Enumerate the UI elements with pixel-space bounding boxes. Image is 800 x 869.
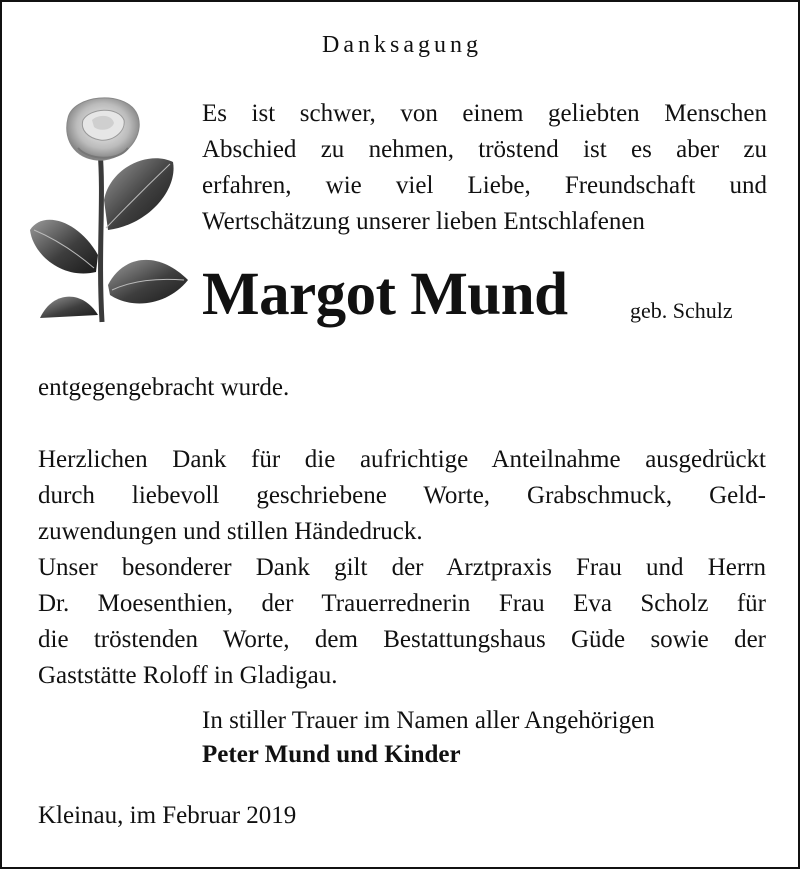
body-text (38, 370, 766, 694)
intro-text (202, 96, 767, 240)
heading: Danksagung (322, 32, 482, 58)
intro-line: Wertschätzung unserer lieben Entschlafenen (202, 208, 645, 235)
body-line: Dr. Moesenthien, der Trauerrednerin Frau Eva Scholz für (38, 590, 766, 617)
birth-name: geb. Schulz (630, 298, 733, 323)
body-line: Gaststätte Roloff in Gladigau. (38, 662, 338, 689)
body-line: die tröstenden Worte, dem Bestattungshaus Güde sowie der (38, 626, 766, 653)
deceased-name: Margot Mund (202, 261, 568, 328)
body-line: Unser besonderer Dank gilt der Arztpraxis Frau und Herrn (38, 554, 766, 581)
mourning-line: In stiller Trauer im Namen aller Angehörigen (202, 707, 655, 734)
intro-line: Abschied zu nehmen, tröstend ist es aber zu (202, 136, 767, 163)
body-line: durch liebevoll geschriebene Worte, Grabschmuck, Geld- (38, 482, 766, 509)
body-line: Herzlichen Dank für die aufrichtige Anteilnahme ausgedrückt (38, 446, 766, 473)
signature-block (202, 704, 767, 772)
body-line: zuwendungen und stillen Händedruck. (38, 518, 423, 545)
rose-illustration (28, 90, 193, 325)
intro-line: erfahren, wie viel Liebe, Freundschaft und (202, 172, 767, 199)
place-date: Kleinau, im Februar 2019 (38, 802, 297, 829)
intro-line: Es ist schwer, von einem geliebten Menschen (202, 100, 767, 127)
mourners-names: Peter Mund und Kinder (202, 741, 461, 768)
body-line: entgegengebracht wurde. (38, 374, 290, 401)
